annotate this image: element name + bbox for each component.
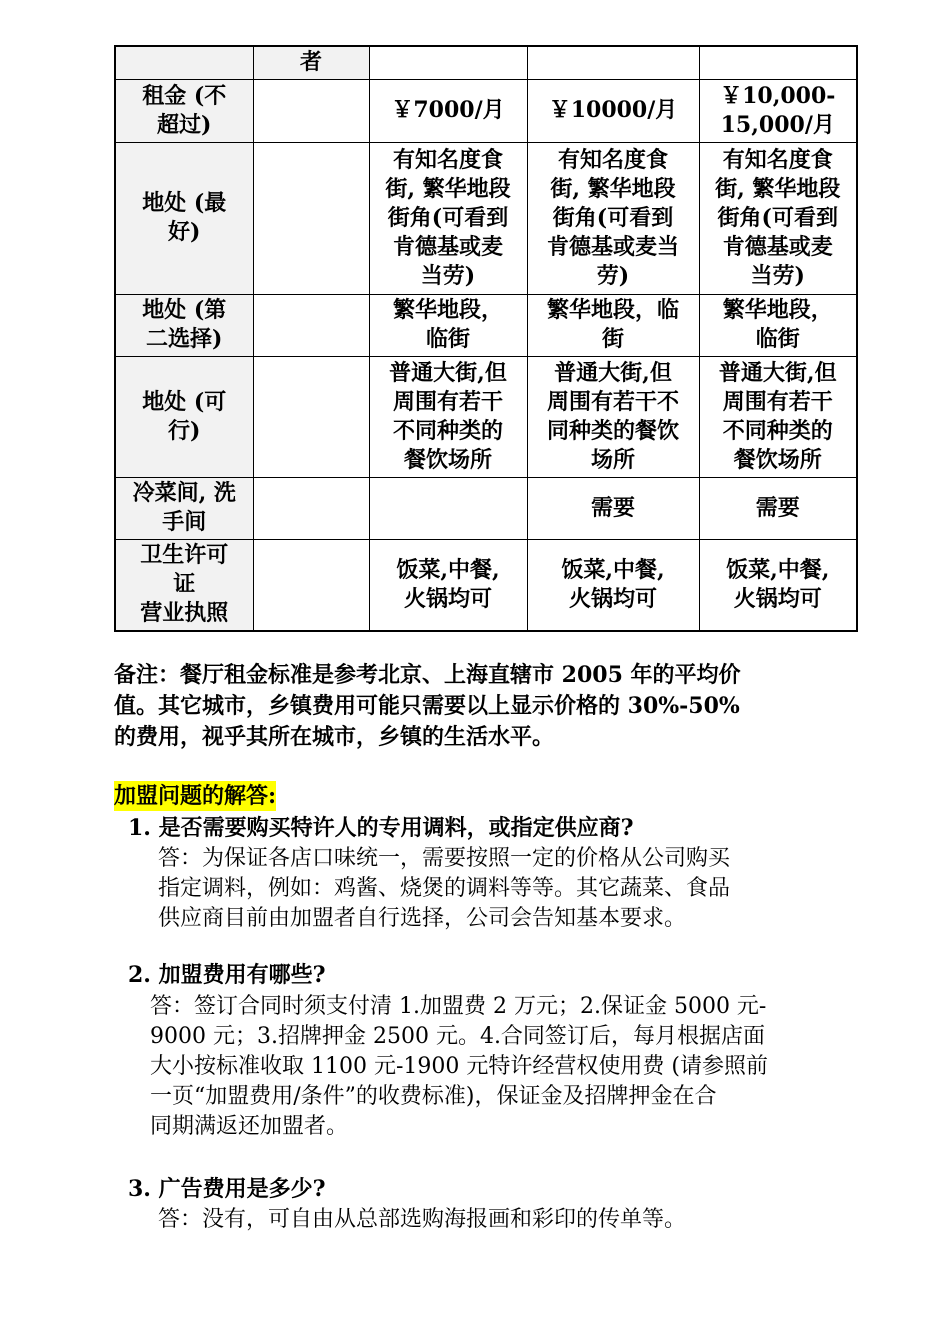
table-cell: 有知名度食 街, 繁华地段 街角(可看到 肯德基或麦 当劳)	[699, 142, 857, 294]
table-row	[115, 477, 857, 539]
faq-answer-3	[158, 1205, 686, 1235]
row-header-location-best: 地处 (最 好)	[115, 142, 253, 294]
table-cell: 普通大街,但 周围有若干不 同种类的餐饮 场所	[527, 356, 699, 477]
table-row	[115, 539, 857, 631]
table-cell	[115, 46, 253, 79]
answer-line: 指定调料，例如：鸡酱、烧煲的调料等等。其它蔬菜、食品	[158, 876, 731, 901]
table-cell: 有知名度食 街, 繁华地段 街角(可看到 肯德基或麦 当劳)	[369, 142, 527, 294]
table-cell	[369, 46, 527, 79]
table-row	[115, 46, 857, 79]
table-cell: 饭菜,中餐, 火锅均可	[369, 539, 527, 631]
table-cell: 普通大街,但 周围有若干 不同种类的 餐饮场所	[699, 356, 857, 477]
table-cell	[253, 142, 369, 294]
row-header-location-second: 地处 (第 二选择)	[115, 294, 253, 356]
table-cell	[253, 477, 369, 539]
table-cell: 有知名度食 街, 繁华地段 街角(可看到 肯德基或麦当 劳)	[527, 142, 699, 294]
faq-question-3: 3. 广告费用是多少?	[128, 1176, 326, 1202]
table-cell	[699, 46, 857, 79]
answer-line: 答：没有，可自由从总部选购海报画和彩印的传单等。	[158, 1207, 687, 1232]
table-row	[115, 142, 857, 294]
table-cell: 者	[253, 46, 369, 79]
row-header-license: 卫生许可 证 营业执照	[115, 539, 253, 631]
answer-line: 大小按标准收取 1100 元-1900 元特许经营权使用费 (请参照前	[150, 1054, 768, 1079]
row-header-kitchen: 冷菜间, 洗 手间	[115, 477, 253, 539]
table-cell	[253, 79, 369, 142]
answer-line: 供应商目前由加盟者自行选择，公司会告知基本要求。	[158, 906, 687, 931]
faq-question-1: 1. 是否需要购买特许人的专用调料，或指定供应商?	[128, 815, 634, 841]
table-cell: ￥10000/月	[527, 79, 699, 142]
table-row	[115, 294, 857, 356]
table-cell: 饭菜,中餐, 火锅均可	[527, 539, 699, 631]
faq-heading: 加盟问题的解答:	[114, 783, 277, 809]
note-line: 备注：餐厅租金标准是参考北京、上海直辖市 2005 年的平均价	[114, 662, 741, 688]
answer-line: 答：签订合同时须支付清 1.加盟费 2 万元；2.保证金 5000 元-	[150, 994, 767, 1019]
table-row	[115, 356, 857, 477]
table-cell: 需要	[699, 477, 857, 539]
table-cell: 需要	[527, 477, 699, 539]
faq-answer-2	[150, 992, 768, 1142]
row-header-location-ok: 地处 (可 行)	[115, 356, 253, 477]
table-cell: 普通大街,但 周围有若干 不同种类的 餐饮场所	[369, 356, 527, 477]
faq-answer-1	[158, 844, 730, 934]
table-cell	[527, 46, 699, 79]
table-cell: 繁华地段，临 街	[527, 294, 699, 356]
table-cell: 繁华地段， 临街	[699, 294, 857, 356]
note-line: 值。其它城市，乡镇费用可能只需要以上显示价格的 30%-50%	[114, 693, 740, 719]
table-cell	[253, 356, 369, 477]
faq-question-2: 2. 加盟费用有哪些?	[128, 962, 326, 988]
table-cell	[253, 294, 369, 356]
answer-line: 一页“加盟费用/条件”的收费标准)，保证金及招牌押金在合	[150, 1084, 717, 1109]
table-cell	[369, 477, 527, 539]
answer-line: 同期满返还加盟者。	[150, 1114, 349, 1139]
row-header-rent: 租金 (不 超过)	[115, 79, 253, 142]
remark-note	[114, 660, 844, 753]
answer-line: 答：为保证各店口味统一，需要按照一定的价格从公司购买	[158, 846, 731, 871]
answer-line: 9000 元；3.招牌押金 2500 元。4.合同签订后，每月根据店面	[150, 1024, 765, 1049]
table-cell: ￥7000/月	[369, 79, 527, 142]
table-cell: ￥10,000- 15,000/月	[699, 79, 857, 142]
table-cell	[253, 539, 369, 631]
note-line: 的费用，视乎其所在城市，乡镇的生活水平。	[114, 724, 555, 750]
requirements-table	[114, 45, 858, 632]
table-cell: 繁华地段， 临街	[369, 294, 527, 356]
table-cell: 饭菜,中餐, 火锅均可	[699, 539, 857, 631]
table-row	[115, 79, 857, 142]
